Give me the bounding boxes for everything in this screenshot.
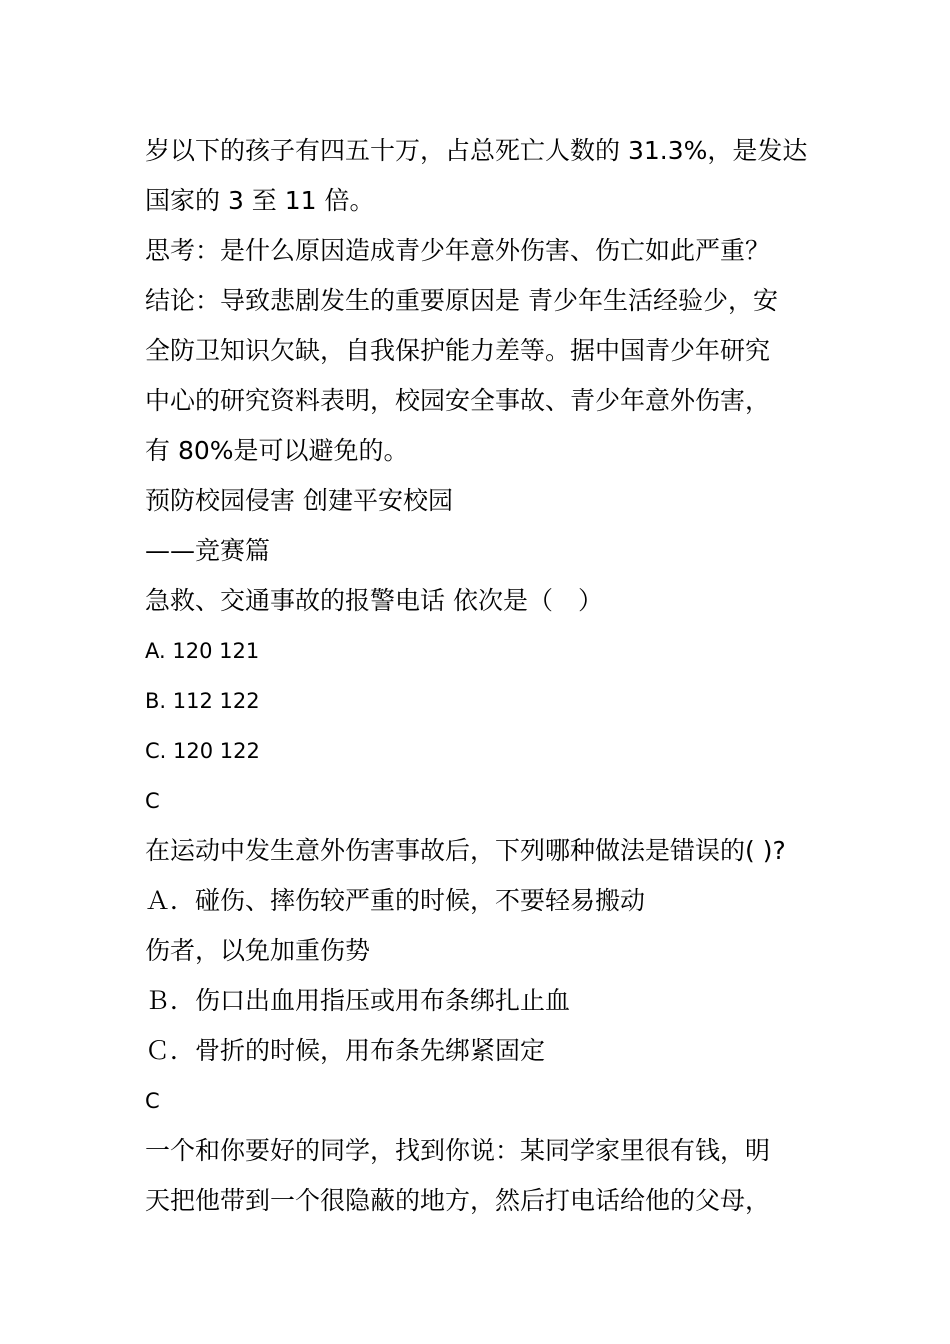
paragraph-line: 有 80%是可以避免的。 (145, 436, 409, 465)
paragraph-line: 岁以下的孩子有四五十万，占总死亡人数的 31.3%，是发达 (145, 136, 808, 165)
paragraph-line: 中心的研究资料表明，校园安全事故、青少年意外伤害， (145, 386, 771, 415)
question-3-line: 一个和你要好的同学，找到你说：某同学家里很有钱，明 (145, 1136, 771, 1165)
section-title: 预防校园侵害 创建平安校园 (145, 486, 453, 515)
question-1-option-c: C. 120 122 (145, 739, 260, 763)
question-2-answer: C (145, 1089, 160, 1113)
question-2-option-a-continued: 伤者，以免加重伤势 (145, 936, 371, 965)
question-1-answer: C (145, 789, 160, 813)
question-3-line: 天把他带到一个很隐蔽的地方，然后打电话给他的父母， (145, 1186, 771, 1215)
section-subtitle: ——竞赛篇 (145, 536, 271, 565)
question-1-option-a: A. 120 121 (145, 639, 260, 663)
question-2-option-c: Ｃ．骨折的时候，用布条先绑紧固定 (145, 1036, 546, 1065)
question-2-option-b: Ｂ．伤口出血用指压或用布条绑扎止血 (145, 986, 571, 1015)
question-think-line: 思考：是什么原因造成青少年意外伤害、伤亡如此严重？ (145, 236, 771, 265)
question-2-option-a: Ａ．碰伤、摔伤较严重的时候，不要轻易搬动 (145, 886, 646, 915)
paragraph-line: 国家的 3 至 11 倍。 (145, 186, 375, 215)
question-2: 在运动中发生意外伤害事故后，下列哪种做法是错误的( )? (145, 836, 786, 865)
conclusion-line: 结论：导致悲剧发生的重要原因是 青少年生活经验少，安 (145, 286, 778, 315)
question-1-option-b: B. 112 122 (145, 689, 260, 713)
question-1: 急救、交通事故的报警电话 依次是（ ） (145, 586, 603, 615)
paragraph-line: 全防卫知识欠缺，自我保护能力差等。据中国青少年研究 (145, 336, 771, 365)
